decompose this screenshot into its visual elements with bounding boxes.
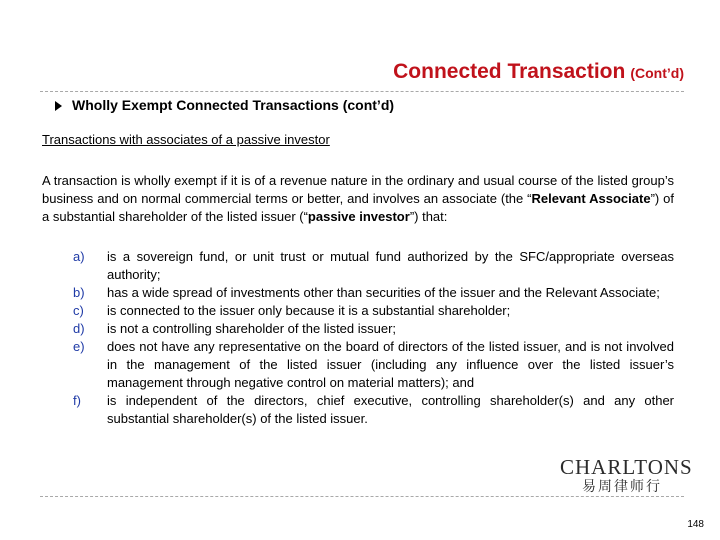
list-item-text: has a wide spread of investments other than securities of the issuer and the Relevant Associate; [107, 285, 660, 300]
list-item [73, 248, 674, 284]
page-number: 148 [687, 519, 704, 530]
list-item [73, 320, 674, 338]
relevant-associate-term: Relevant Associate [531, 191, 651, 206]
logo-chinese-name: 易周律师行 [582, 479, 662, 495]
section-heading: Transactions with associates of a passive investor [42, 132, 330, 147]
intro-text-3: ”) that: [409, 209, 448, 224]
list-item-letter: b) [73, 285, 85, 300]
list-item-letter: e) [73, 339, 85, 354]
charltons-logo [560, 455, 693, 496]
slide-subtitle: Wholly Exempt Connected Transactions (cont’d) [72, 97, 395, 113]
list-item [73, 302, 674, 320]
list-item-text: is a sovereign fund, or unit trust or mutual fund authorized by the SFC/appropriate overseas authority; [107, 249, 674, 282]
list-item-text: is independent of the directors, chief executive, controlling shareholder(s) and any other substantial shareholder(s) of the listed issuer. [107, 393, 674, 426]
list-item-letter: f) [73, 393, 81, 408]
passive-investor-term: passive investor [307, 209, 410, 224]
list-item [73, 392, 674, 428]
list-item-letter: d) [73, 321, 85, 336]
list-item-text: is not a controlling shareholder of the listed issuer; [107, 321, 397, 336]
slide-title-suffix: (Cont’d) [630, 65, 684, 81]
intro-paragraph [42, 172, 674, 226]
slide-title [393, 60, 684, 84]
list-item [73, 284, 674, 302]
list-item [73, 338, 674, 392]
top-divider [40, 91, 684, 92]
intro-text-1: A transaction is wholly exempt if it is of a revenue nature in the ordinary and usual course of the listed group’s business and on normal commercial terms or better, and involves an associate (the “ [42, 173, 674, 206]
criteria-list [73, 248, 674, 428]
intro-text-2: ”) of a substantial shareholder of the listed issuer (“ [42, 191, 674, 224]
list-item-text: is connected to the issuer only because it is a substantial shareholder; [107, 303, 511, 318]
list-item-text: does not have any representative on the board of directors of the listed issuer, and is not involved in the management of the listed issuer (including any influence over the listed issuer’s management through negative control on material matters); and [107, 339, 674, 390]
triangle-bullet-icon [55, 101, 62, 111]
logo-name: CHARLTONS [560, 455, 693, 479]
slide-title-main: Connected Transaction [393, 60, 626, 83]
bottom-divider [40, 496, 684, 497]
list-item-letter: c) [73, 303, 84, 318]
list-item-letter: a) [73, 249, 85, 264]
